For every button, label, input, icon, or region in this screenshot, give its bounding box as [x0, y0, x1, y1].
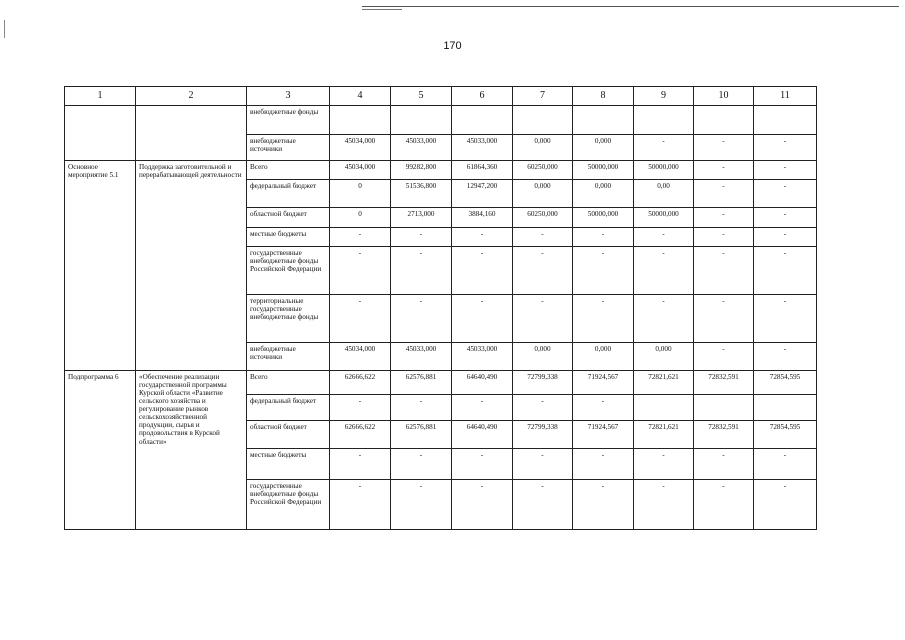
value-cell: -	[330, 228, 391, 247]
value-cell: -	[573, 395, 634, 421]
value-cell: -	[513, 449, 573, 480]
value-cell: -	[694, 295, 754, 343]
top-rule	[362, 6, 899, 7]
column-header: 11	[754, 87, 817, 106]
value-cell: 0,000	[634, 343, 694, 371]
value-cell: -	[330, 395, 391, 421]
value-cell: -	[452, 247, 513, 295]
value-cell	[694, 395, 754, 421]
program-name: Поддержка заготовительной и перерабатывающей деятельности	[136, 161, 247, 371]
value-cell: -	[391, 228, 452, 247]
column-header: 10	[694, 87, 754, 106]
value-cell: 72799,338	[513, 421, 573, 449]
value-cell: 3884,160	[452, 208, 513, 228]
value-cell: -	[330, 247, 391, 295]
value-cell: -	[573, 480, 634, 530]
value-cell: 71924,567	[573, 421, 634, 449]
value-cell: -	[754, 208, 817, 228]
value-cell: 0,000	[513, 180, 573, 208]
value-cell: -	[391, 395, 452, 421]
value-cell: 0,000	[573, 180, 634, 208]
value-cell: 0,000	[573, 135, 634, 161]
value-cell: -	[754, 180, 817, 208]
value-cell: -	[634, 228, 694, 247]
funding-source: федеральный бюджет	[247, 395, 330, 421]
value-cell: 50000,000	[573, 161, 634, 180]
column-header: 5	[391, 87, 452, 106]
value-cell: -	[754, 343, 817, 371]
name-cell-empty	[136, 106, 247, 161]
value-cell: 72854,595	[754, 421, 817, 449]
value-cell: -	[513, 395, 573, 421]
value-cell: 62576,881	[391, 371, 452, 395]
table-row	[65, 161, 817, 180]
program-name: «Обеспечение реализации государственной программы Курской области «Развитие сельского хозяйства и регулирование рынков сельскохозяйственной продукции, сырья и продовольствия в Курской области»	[136, 371, 247, 530]
value-cell: 2713,000	[391, 208, 452, 228]
value-cell: -	[330, 480, 391, 530]
value-cell: -	[694, 208, 754, 228]
value-cell: 45034,000	[330, 135, 391, 161]
value-cell: 72832,591	[694, 421, 754, 449]
column-header: 4	[330, 87, 391, 106]
value-cell: -	[754, 228, 817, 247]
funding-source: государственные внебюджетные фонды Российской Федерации	[247, 480, 330, 530]
value-cell: 0,000	[513, 343, 573, 371]
value-cell: 61864,360	[452, 161, 513, 180]
value-cell: -	[634, 135, 694, 161]
budget-table	[64, 86, 817, 530]
value-cell: -	[634, 449, 694, 480]
value-cell: 71924,567	[573, 371, 634, 395]
value-cell: -	[754, 135, 817, 161]
value-cell: -	[573, 449, 634, 480]
value-cell: 45034,000	[330, 343, 391, 371]
value-cell: 99282,800	[391, 161, 452, 180]
value-cell: -	[513, 295, 573, 343]
value-cell: -	[452, 480, 513, 530]
value-cell: -	[694, 449, 754, 480]
column-header: 3	[247, 87, 330, 106]
column-header: 7	[513, 87, 573, 106]
funding-source: Всего	[247, 161, 330, 180]
value-cell: 45033,000	[391, 343, 452, 371]
program-status: Основное мероприятие 5.1	[65, 161, 136, 371]
value-cell: -	[754, 161, 817, 180]
funding-source: территориальные государственные внебюджетные фонды	[247, 295, 330, 343]
value-cell: -	[634, 295, 694, 343]
value-cell: -	[573, 247, 634, 295]
value-cell: -	[694, 161, 754, 180]
value-cell: 72821,621	[634, 421, 694, 449]
value-cell: -	[573, 295, 634, 343]
funding-source: внебюджетные фонды	[247, 106, 330, 135]
value-cell: -	[391, 247, 452, 295]
table-row	[65, 371, 817, 395]
value-cell	[694, 106, 754, 135]
column-header: 9	[634, 87, 694, 106]
value-cell: 72821,621	[634, 371, 694, 395]
status-cell-empty	[65, 106, 136, 161]
value-cell: -	[694, 480, 754, 530]
value-cell: 62666,622	[330, 421, 391, 449]
value-cell: 0,00	[634, 180, 694, 208]
value-cell: -	[754, 247, 817, 295]
value-cell: 50000,000	[573, 208, 634, 228]
funding-source: федеральный бюджет	[247, 180, 330, 208]
value-cell: 72854,595	[754, 371, 817, 395]
value-cell: -	[694, 228, 754, 247]
value-cell: 62666,622	[330, 371, 391, 395]
funding-source: местные бюджеты	[247, 228, 330, 247]
value-cell: -	[573, 228, 634, 247]
value-cell: -	[452, 395, 513, 421]
value-cell: -	[330, 295, 391, 343]
funding-source: областной бюджет	[247, 421, 330, 449]
value-cell	[513, 106, 573, 135]
value-cell: 50000,000	[634, 161, 694, 180]
value-cell	[452, 106, 513, 135]
column-header: 2	[136, 87, 247, 106]
value-cell: -	[513, 247, 573, 295]
value-cell	[634, 106, 694, 135]
value-cell: 0	[330, 180, 391, 208]
scan-margin-mark	[4, 20, 5, 38]
value-cell: 0	[330, 208, 391, 228]
value-cell: -	[452, 449, 513, 480]
funding-source: Всего	[247, 371, 330, 395]
value-cell	[573, 106, 634, 135]
value-cell	[754, 395, 817, 421]
value-cell: 51536,800	[391, 180, 452, 208]
top-rule-short	[362, 9, 402, 10]
value-cell	[391, 106, 452, 135]
value-cell: -	[330, 449, 391, 480]
value-cell: 60250,000	[513, 208, 573, 228]
value-cell: -	[513, 228, 573, 247]
value-cell: -	[694, 247, 754, 295]
column-header: 1	[65, 87, 136, 106]
funding-source: внебюджетные источники	[247, 135, 330, 161]
value-cell: 62576,881	[391, 421, 452, 449]
program-status: Подпрограмма 6	[65, 371, 136, 530]
value-cell: 12947,200	[452, 180, 513, 208]
value-cell: -	[694, 180, 754, 208]
value-cell	[634, 395, 694, 421]
value-cell: -	[391, 480, 452, 530]
value-cell: 0,000	[573, 343, 634, 371]
funding-source: внебюджетные источники	[247, 343, 330, 371]
value-cell: -	[754, 480, 817, 530]
header-row	[65, 87, 817, 106]
value-cell: 64640,490	[452, 371, 513, 395]
column-header: 6	[452, 87, 513, 106]
value-cell: 45033,000	[391, 135, 452, 161]
value-cell: 45034,000	[330, 161, 391, 180]
funding-source: местные бюджеты	[247, 449, 330, 480]
value-cell: 45033,000	[452, 135, 513, 161]
funding-source: областной бюджет	[247, 208, 330, 228]
value-cell	[754, 106, 817, 135]
column-header: 8	[573, 87, 634, 106]
value-cell: -	[754, 449, 817, 480]
value-cell: -	[452, 295, 513, 343]
value-cell: -	[391, 449, 452, 480]
value-cell: -	[754, 295, 817, 343]
value-cell: -	[634, 247, 694, 295]
value-cell: -	[391, 295, 452, 343]
value-cell: 72799,338	[513, 371, 573, 395]
page-number: 170	[443, 40, 462, 52]
value-cell: -	[452, 228, 513, 247]
value-cell: 0,000	[513, 135, 573, 161]
funding-source: государственные внебюджетные фонды Российской Федерации	[247, 247, 330, 295]
value-cell: 60250,000	[513, 161, 573, 180]
value-cell	[330, 106, 391, 135]
table-row	[65, 106, 817, 135]
value-cell: -	[694, 343, 754, 371]
value-cell: 64640,490	[452, 421, 513, 449]
value-cell: -	[634, 480, 694, 530]
value-cell: 45033,000	[452, 343, 513, 371]
value-cell: -	[513, 480, 573, 530]
value-cell: 50000,000	[634, 208, 694, 228]
value-cell: -	[694, 135, 754, 161]
value-cell: 72832,591	[694, 371, 754, 395]
